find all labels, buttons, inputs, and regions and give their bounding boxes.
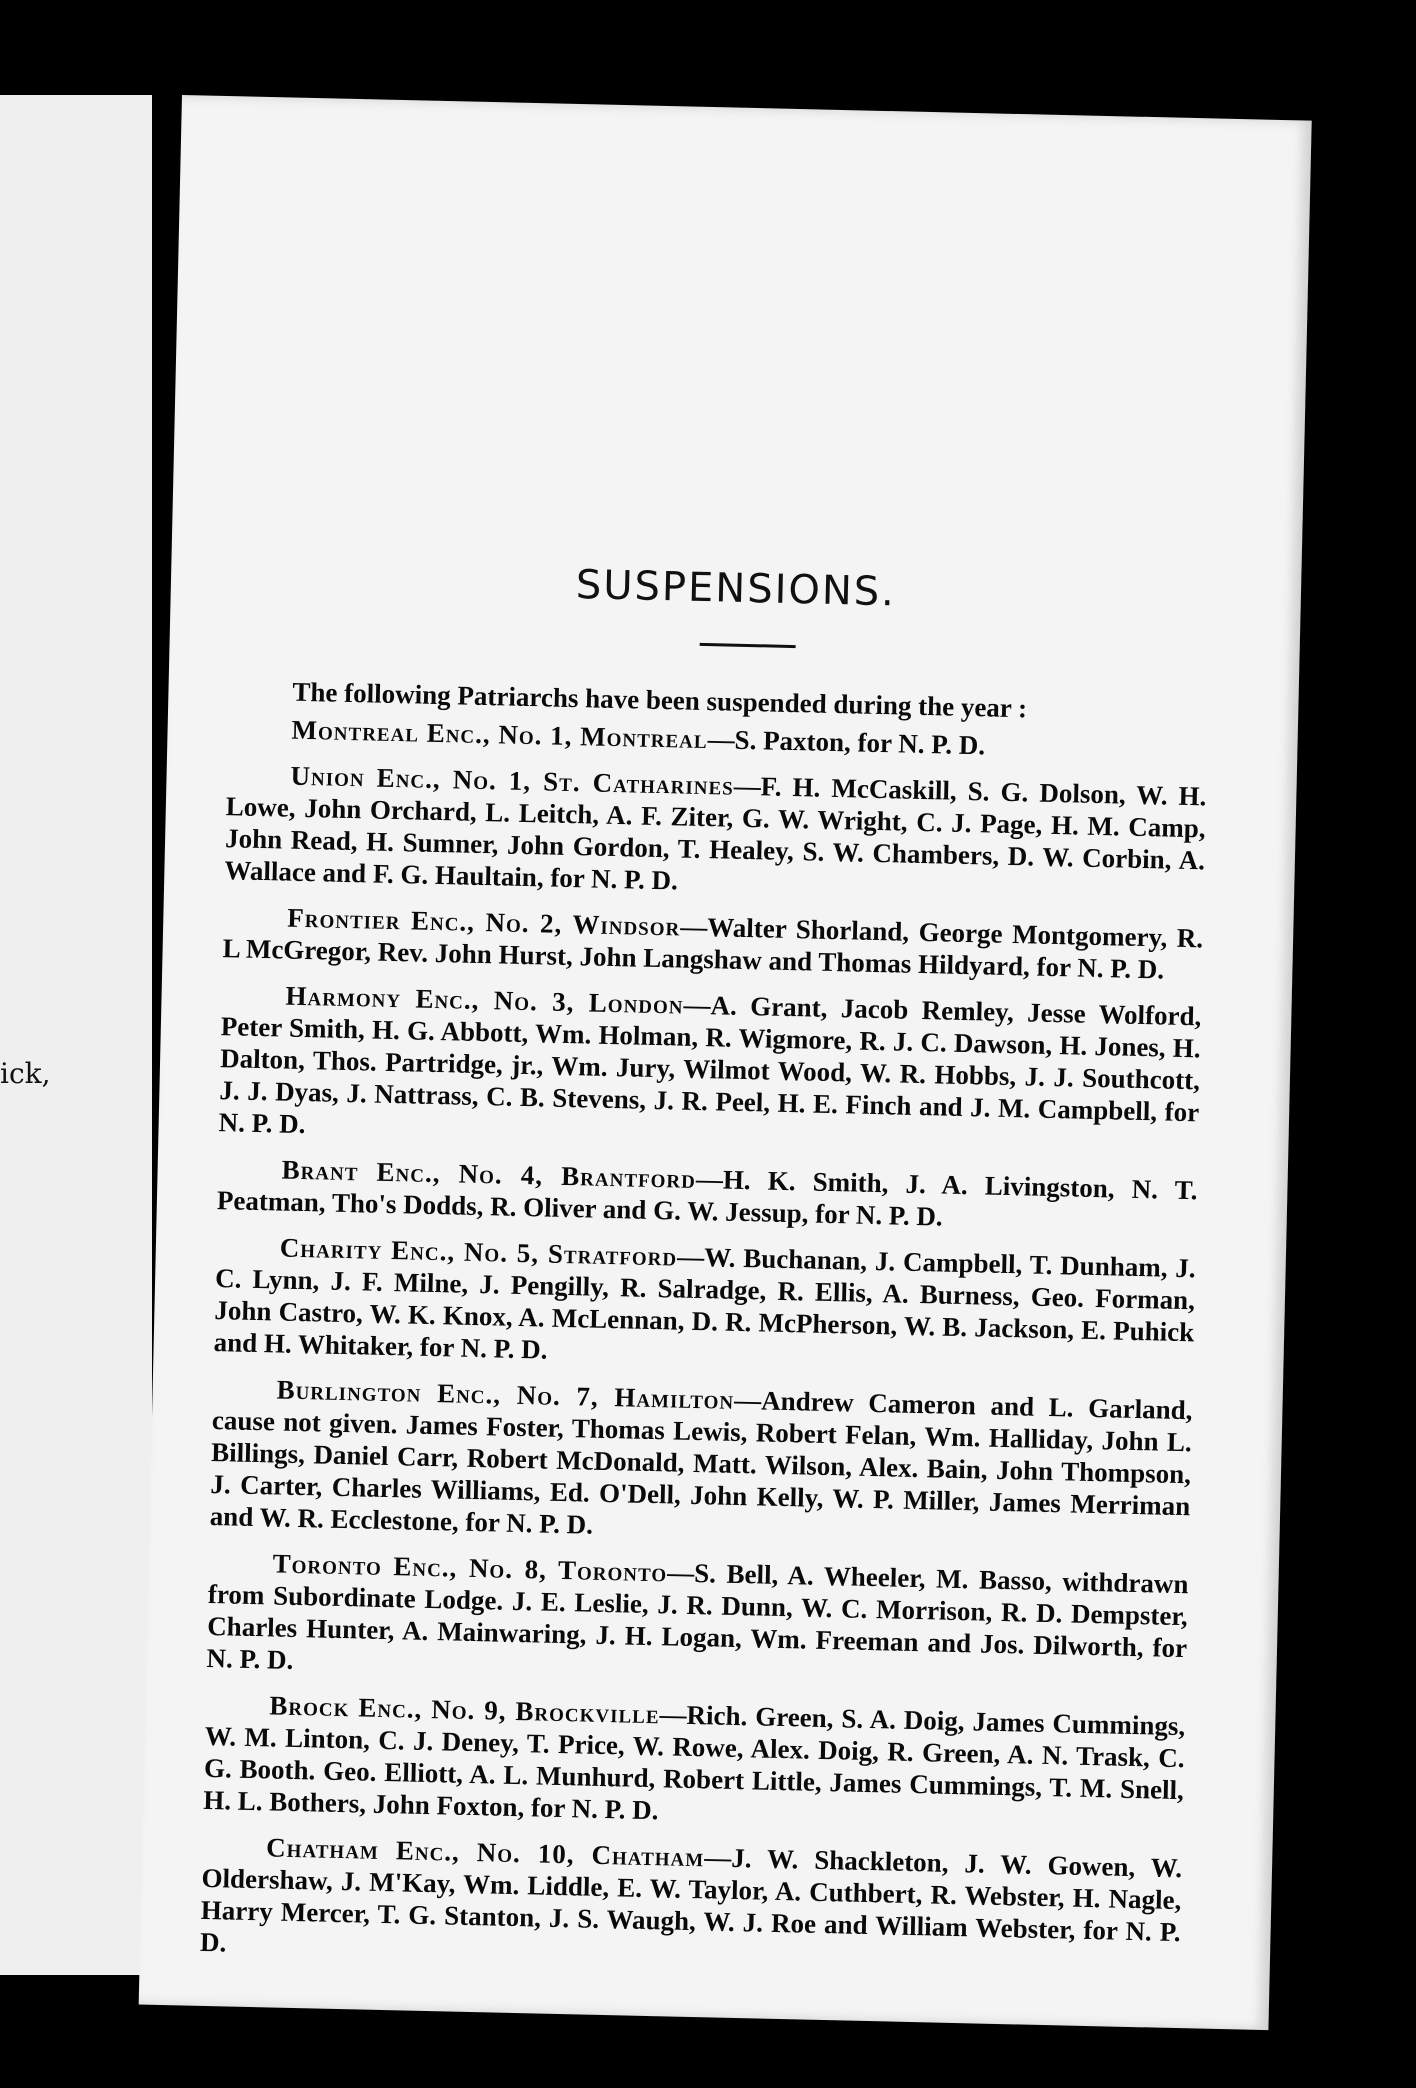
entry-frontier <box>222 900 1203 986</box>
left-page-fragment: ick, <box>0 1057 51 1090</box>
entry-brant <box>217 1152 1198 1238</box>
page-body <box>199 674 1208 1994</box>
entry-harmony <box>218 978 1201 1160</box>
member-list: —H. K. Smith, J. A. Livingston, N. T. Peatman, Tho's Dodds, R. Oliver and G. W. Jessup, for N. P. D. <box>216 1163 1198 1232</box>
title-rule <box>700 643 796 648</box>
page-title: SUSPENSIONS. <box>575 562 897 616</box>
left-page <box>0 95 153 1975</box>
member-list: —Andrew Cameron and L. Garland, cause not given. James Foster, Thomas Lewis, Robert Felan, Wm. Halliday, John L. Billings, Daniel Carr, Robert McDonald, Matt. Wilson, Alex. Bain, John Thompson, J. Carter, Charles Williams, Ed. O'Dell, John Kelly, W. P. Miller, James Merriman and W. R. Ecclestone, for N. P. D. <box>209 1384 1193 1540</box>
intro-text: The following Patriarchs have been suspended during the year : <box>292 676 1028 724</box>
member-list: —A. Grant, Jacob Remley, Jesse Wolford, Peter Smith, H. G. Abbott, Wm. Holman, R. Wigmore, R. J. C. Dawson, H. Jones, H. Dalton, Thos. Partridge, jr., Wm. Jury, Wilmot Wood, W. R. Hobbs, J. J. Southcott, J. J. Dyas, J. Nattrass, C. B. Stevens, J. R. Peel, H. E. Finch and J. M. Campbell, for N. P. D. <box>218 989 1202 1140</box>
lodge-name: Montreal Enc., No. 1, Montreal <box>291 714 708 755</box>
entry-charity <box>213 1230 1196 1380</box>
lodge-name: Brant Enc., No. 4, Brantford <box>281 1154 697 1194</box>
member-list: —Walter Shorland, George Montgomery, R. L McGregor, Rev. John Hurst, John Langshaw and Thomas Hildyard, for N. P. D. <box>222 911 1204 985</box>
lodge-name: Toronto Enc., No. 8, Toronto <box>272 1548 668 1588</box>
entry-chatham <box>200 1830 1183 1980</box>
lodge-name: Brock Enc., No. 9, Brockville <box>269 1690 660 1730</box>
entry-brock <box>203 1688 1186 1838</box>
lodge-name: Harmony Enc., No. 3, London <box>285 980 684 1020</box>
lodge-name: Frontier Enc., No. 2, Windsor <box>287 902 681 942</box>
entry-burlington <box>209 1372 1192 1554</box>
lodge-name: Union Enc., No. 1, St. Catharines <box>290 760 735 801</box>
member-list: —F. H. McCaskill, S. G. Dolson, W. H. Lowe, John Orchard, L. Leitch, A. F. Ziter, G. W. Wright, C. J. Page, H. M. Camp, John Read, H. Sumner, John Gordon, T. Healey, S. W. Chambers, D. W. Corbin, A. Wallace and F. G. Haultain, for N. P. D. <box>224 770 1207 896</box>
member-list: —S. Bell, A. Wheeler, M. Basso, withdrawn from Subordinate Lodge. J. E. Leslie, J. R. Dunn, W. C. Morrison, R. D. Dempster, Charles Hunter, A. Mainwaring, J. H. Logan, Wm. Freeman and Jos. Dilworth, for N. P. D. <box>206 1557 1189 1675</box>
entry-union <box>224 758 1207 908</box>
member-list: —W. Buchanan, J. Campbell, T. Dunham, J. C. Lynn, J. F. Milne, J. Pengilly, R. Salradge, R. Ellis, A. Burness, Geo. Forman, John Castro, W. K. Knox, A. McLennan, D. R. McPherson, W. B. Jackson, E. Puhick and H. Whitaker, for N. P. D. <box>213 1241 1196 1365</box>
lodge-name: Charity Enc., No. 5, Stratford <box>279 1232 678 1272</box>
member-list: —S. Paxton, for N. P. D. <box>707 724 986 761</box>
entry-toronto <box>206 1546 1189 1696</box>
member-list: —Rich. Green, S. A. Doig, James Cummings, W. M. Linton, C. J. Deney, T. Price, W. Rowe, Alex. Doig, R. Green, A. N. Trask, C. G. Booth. Geo. Elliott, A. L. Munhurd, Robert Little, James Cummings, T. M. Snell, H. L. Bothers, John Foxton, for N. P. D. <box>202 1699 1186 1826</box>
lodge-name: Chatham Enc., No. 10, Chatham <box>265 1832 705 1873</box>
lodge-name: Burlington Enc., No. 7, Hamilton <box>276 1374 735 1415</box>
member-list: —J. W. Shackleton, J. W. Gowen, W. Oldershaw, J. M'Kay, Wm. Liddle, E. W. Taylor, A. Cuthbert, R. Webster, H. Nagle, Harry Mercer, T. G. Stanton, J. S. Waugh, W. J. Roe and William Webster, for N. P. D. <box>199 1842 1183 1958</box>
right-page <box>139 95 1312 2030</box>
